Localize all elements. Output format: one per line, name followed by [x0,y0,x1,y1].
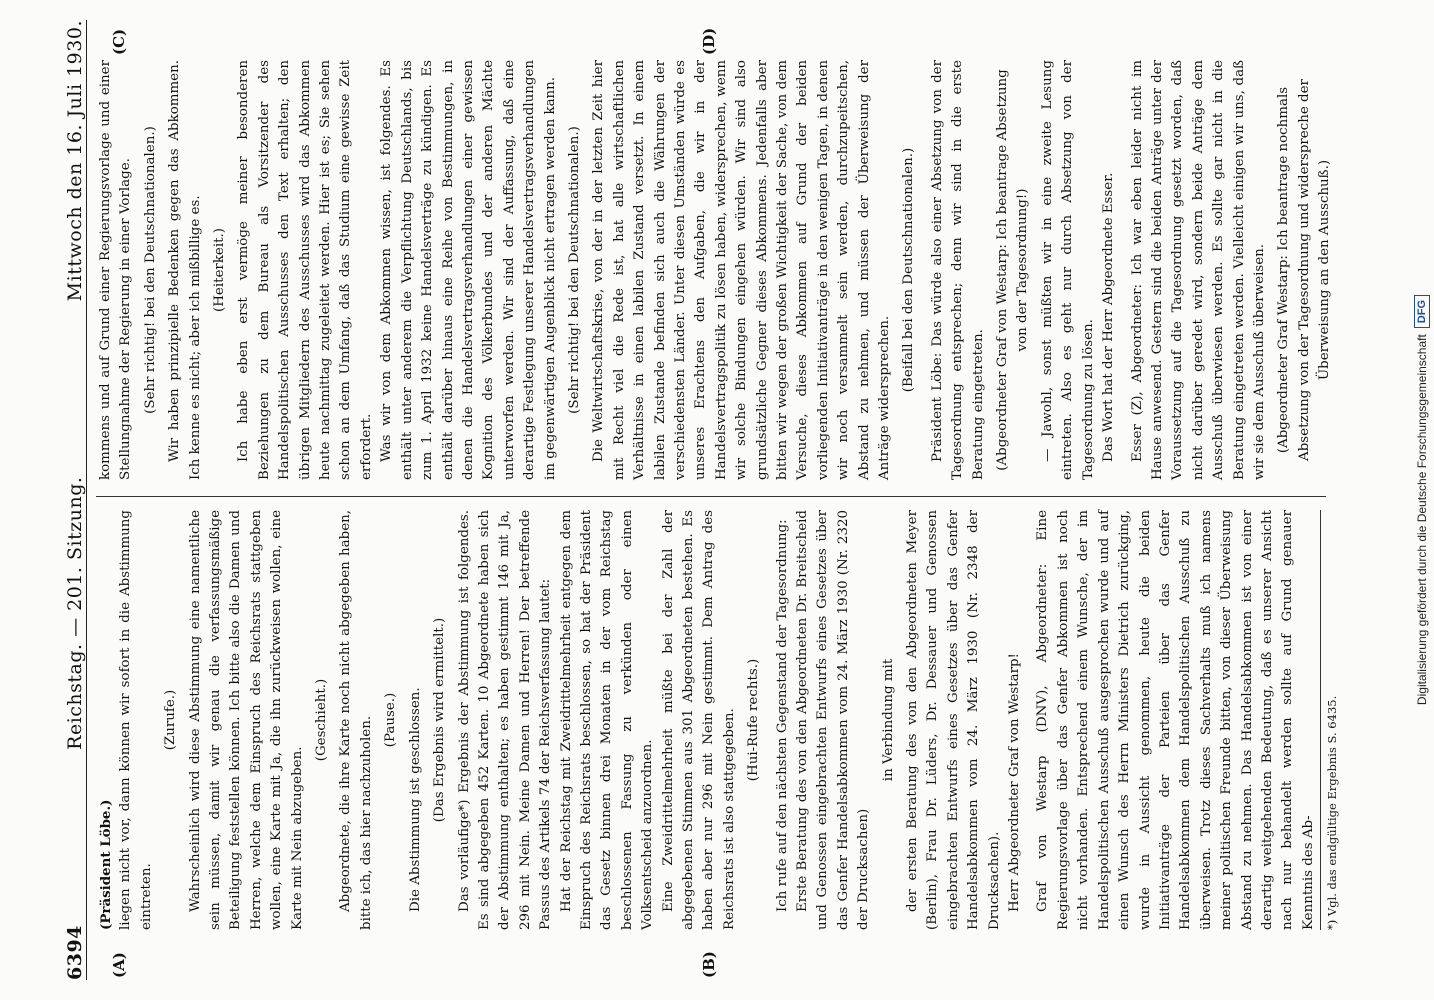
page-number: 6394 [64,925,86,980]
interjection: (Zurufe.) [163,689,179,751]
margin-mark-b: (B) [700,951,718,978]
paragraph: Das vorläufige*) Ergebnis der Abstimmung ist folgendes. Es sind abgegeben 452 Karten. 10 Abgeordnete haben sich der Abstimmung enthalten; es haben gestimmt 146 mit Ja, 296 mit Nein. Meine Damen und Herren! Der betreffende Passus des Artikels 74 der Reichsverfassung lautet: [456,510,554,930]
column-divider [96,496,1326,497]
paragraph: Abgeordnete, die ihre Karte noch nicht abgegeben haben, bitte ich, das hier nachzuholen. [338,510,374,930]
interjection: (Sehr richtig! bei den Deutschnationalen.) [142,126,158,414]
dfg-logo: DFG [1414,295,1430,328]
margin-mark-d: (D) [700,27,718,55]
interjection: (Beifall bei den Deutschnationalen.) [901,147,917,393]
digitization-credit-text: Digitalisierung gefördert durch die Deutsche Forschungsgemeinschaft [1415,334,1429,706]
quoted-article: Hat der Reichstag mit Zweidrittelmehrheit entgegen dem Einspruch des Reichsrats beschlossen, so hat der Präsident das Gesetz binnen drei Monaten in der vom Reichstag beschlossenen Fassung zu verkünden oder einen Volksentscheid anzuordnen. [558,510,656,930]
margin-mark-c: (C) [110,28,128,55]
footnote: *) Vgl. das endgültige Ergebnis S. 6435. [1320,510,1339,930]
paragraph: Was wir von dem Abkommen wissen, ist folgendes. Es enthält unter anderem die Verpflichtung Deutschlands, bis zum 1. April 1932 keine Handelsverträge zu kündigen. Es enthält darüber hinaus eine Reihe von Bestimmungen, in denen die Handelsvertragsverhandlungen einer gewissen Kognition des Völkerbundes und der anderen Mächte unterworfen werden. Wir sind der Auffassung, daß eine derartige Festlegung unserer Handelsvertragsverhandlungen im gegenwärtigen Augenblick nicht ertragen werden kann. [379,60,558,480]
paragraph: Herr Abgeordneter Graf von Westarp! [1007,653,1023,912]
paragraph: Wahrscheinlich wird diese Abstimmung eine namentliche sein müssen, damit wir genau die verfassungsmäßige Beteiligung feststellen können. Ich bitte also die Damen und Herren, welche dem Einspruch des Reichsrats stattgeben wollen, eine Karte mit Ja, die ihn zurückweisen wollen, eine Karte mit Nein abzugeben. [187,510,305,930]
interjection: (Hui-Rufe rechts.) [746,658,762,782]
agenda-item: Erste Beratung des von den Abgeordneten Dr. Breitscheid und Genossen eingebrachten Entwurfs eines Gesetzes über das Genfer Handelsabkommen vom 24. März 1930 (Nr. 2320 der Drucksachen) [795,510,872,930]
paragraph: Die Abstimmung ist geschlossen. [407,687,423,912]
paragraph: kommens und auf Grund einer Regierungsvorlage und einer Stellungnahme der Regierung in einer Vorlage. [98,60,134,480]
agenda-item: der ersten Beratung des von den Abgeordneten Meyer (Berlin), Frau Dr. Lüders, Dr. Dessauer und Genossen eingebrachten Entwurfs eines Gesetzes über das Genfer Handelsabkommen vom 24. März 1930 (Nr. 2348 der Drucksachen). [905,510,1002,930]
paragraph: Ich habe eben erst vermöge meiner besonderen Beziehungen zu dem Bureau als Vorsitzender des Handelspolitischen Ausschusses den Text erhalten; den übrigen Mitgliedern des Ausschusses wird das Abkommen heute nachmittag zugeleitet werden. Hier ist es; Sie sehen schon an dem Umfang, daß das Studium eine gewisse Zeit erfordert. [236,60,374,480]
interjection: (Pause.) [383,692,399,748]
rotated-protocol-sheet [40,0,1400,1000]
agenda-connector: in Verbindung mit [880,658,896,782]
interjection: (Geschieht.) [314,678,330,762]
interjection: (Das Ergebnis wird ermittelt.) [432,617,448,823]
speech-westarp: Graf von Westarp (DNV), Abgeordneter: Eine Regierungsvorlage über das Genfer Abkommen ist noch nicht vorhanden. Entsprechend einem Wunsche, der im Handelspolitischen Ausschuß ausgesprochen wurde und auf einen Wunsch des Herrn Ministers Dietrich zurückging, wurde in Aussicht genommen, heute die beiden Initiativanträge der Parteien über das Genfer Handelsabkommen dem Handelspolitischen Ausschuß zu überweisen. Trotz dieses Sachverhalts muß ich namens meiner politischen Freunde bitten, von dieser Überweisung Abstand zu nehmen. Das Handelsabkommen ist von einer derartig weitgehenden Bedeutung, daß es unserer Ansicht nach nur behandelt werden sollte auf Grund genauer Kenntnis des Ab- [1035,510,1316,930]
paragraph: Ich rufe auf den nächsten Gegenstand der Tagesordnung: [774,519,790,912]
paragraph: liegen nicht vor, dann können wir sofort in die Abstimmung eintreten. [118,510,154,930]
interjection: (Heiterkeit.) [212,228,228,312]
header-session: Reichstag. — 201. Sitzung. [64,476,86,750]
speech-loebe: Präsident Löbe: Das würde also einer Absetzung von der Tagesordnung entsprechen; denn wir sind in die erste Beratung eingetreten. [929,60,986,480]
interjection: (Sehr richtig! bei den Deutschnationalen.) [566,126,582,414]
right-column [96,60,1356,480]
speech-esser: Esser (Z), Abgeordneter: Ich war eben leider nicht im Hause anwesend. Gestern sind die beiden Anträge unter der Voraussetzung auf die Tagesordnung gesetzt worden, daß nicht darüber geredet wird, sondern beide Anträge dem Ausschuß überwiesen werden. Es sollte gar nicht in die Beratung eingetreten werden. Vielleicht einigen wir uns, daß wir sie dem Ausschuß überweisen. [1129,60,1267,480]
speaker-heading: (Präsident Löbe.) [98,799,114,930]
interjection: (Abgeordneter Graf Westarp: Ich beantrage nochmals Absetzung von der Tagesordnung und widerspreche der Überweisung an den Ausschuß.) [1276,79,1333,461]
interjection: (Abgeordneter Graf von Westarp: Ich beantrage Absetzung von der Tagesordnung!) [995,69,1031,471]
page-header [52,20,87,980]
digitization-credit [1410,0,1434,1000]
paragraph: Die Weltwirtschaftskrise, von der in der letzten Zeit hier mit Recht viel die Rede ist, hat alle wirtschaftlichen Verhältnisse in einen labilen Zustand versetzt. In einem labilen Zustande befinden sich auch die Währungen der verschiedensten Länder. Unter diesen Umständen würde es unseres Erachtens den Aufgaben, die wir in der Handelsvertragspolitik zu lösen haben, widersprechen, wenn wir solche Bindungen eingehen würden. Wir sind also grundsätzliche Gegner dieses Abkommens. Jedenfalls aber bitten wir wegen der großen Wichtigkeit der Sache, von dem Versuche, dieses Abkommen auf Grund der beiden vorliegenden Initiativanträge in den wenigen Tagen, in denen wir noch versammelt sein werden, durchzupeitschen, Abstand zu nehmen, und müssen der Überweisung der Anträge widersprechen. [591,60,893,480]
paragraph: Eine Zweidrittelmehrheit müßte bei der Zahl der abgegebenen Stimmen aus 301 Abgeordneten bestehen. Es haben aber nur 296 mit Nein gestimmt. Dem Antrag des Reichsrats ist also stattgegeben. [660,510,737,930]
paragraph: Das Wort hat der Herr Abgeordnete Esser. [1101,172,1117,462]
paragraph: Wir haben prinzipielle Bedenken gegen das Abkommen. Ich kenne es nicht; aber ich mißbillige es. [167,60,203,480]
left-column [96,510,1356,930]
paragraph: — Jawohl, sonst müßten wir in eine zweite Lesung eintreten. Also es geht nur durch Absetzung von der Tagesordnung zu lösen. [1039,60,1096,480]
header-date: Mittwoch den 16. Juli 1930. [64,20,86,302]
margin-mark-a: (A) [110,952,128,978]
